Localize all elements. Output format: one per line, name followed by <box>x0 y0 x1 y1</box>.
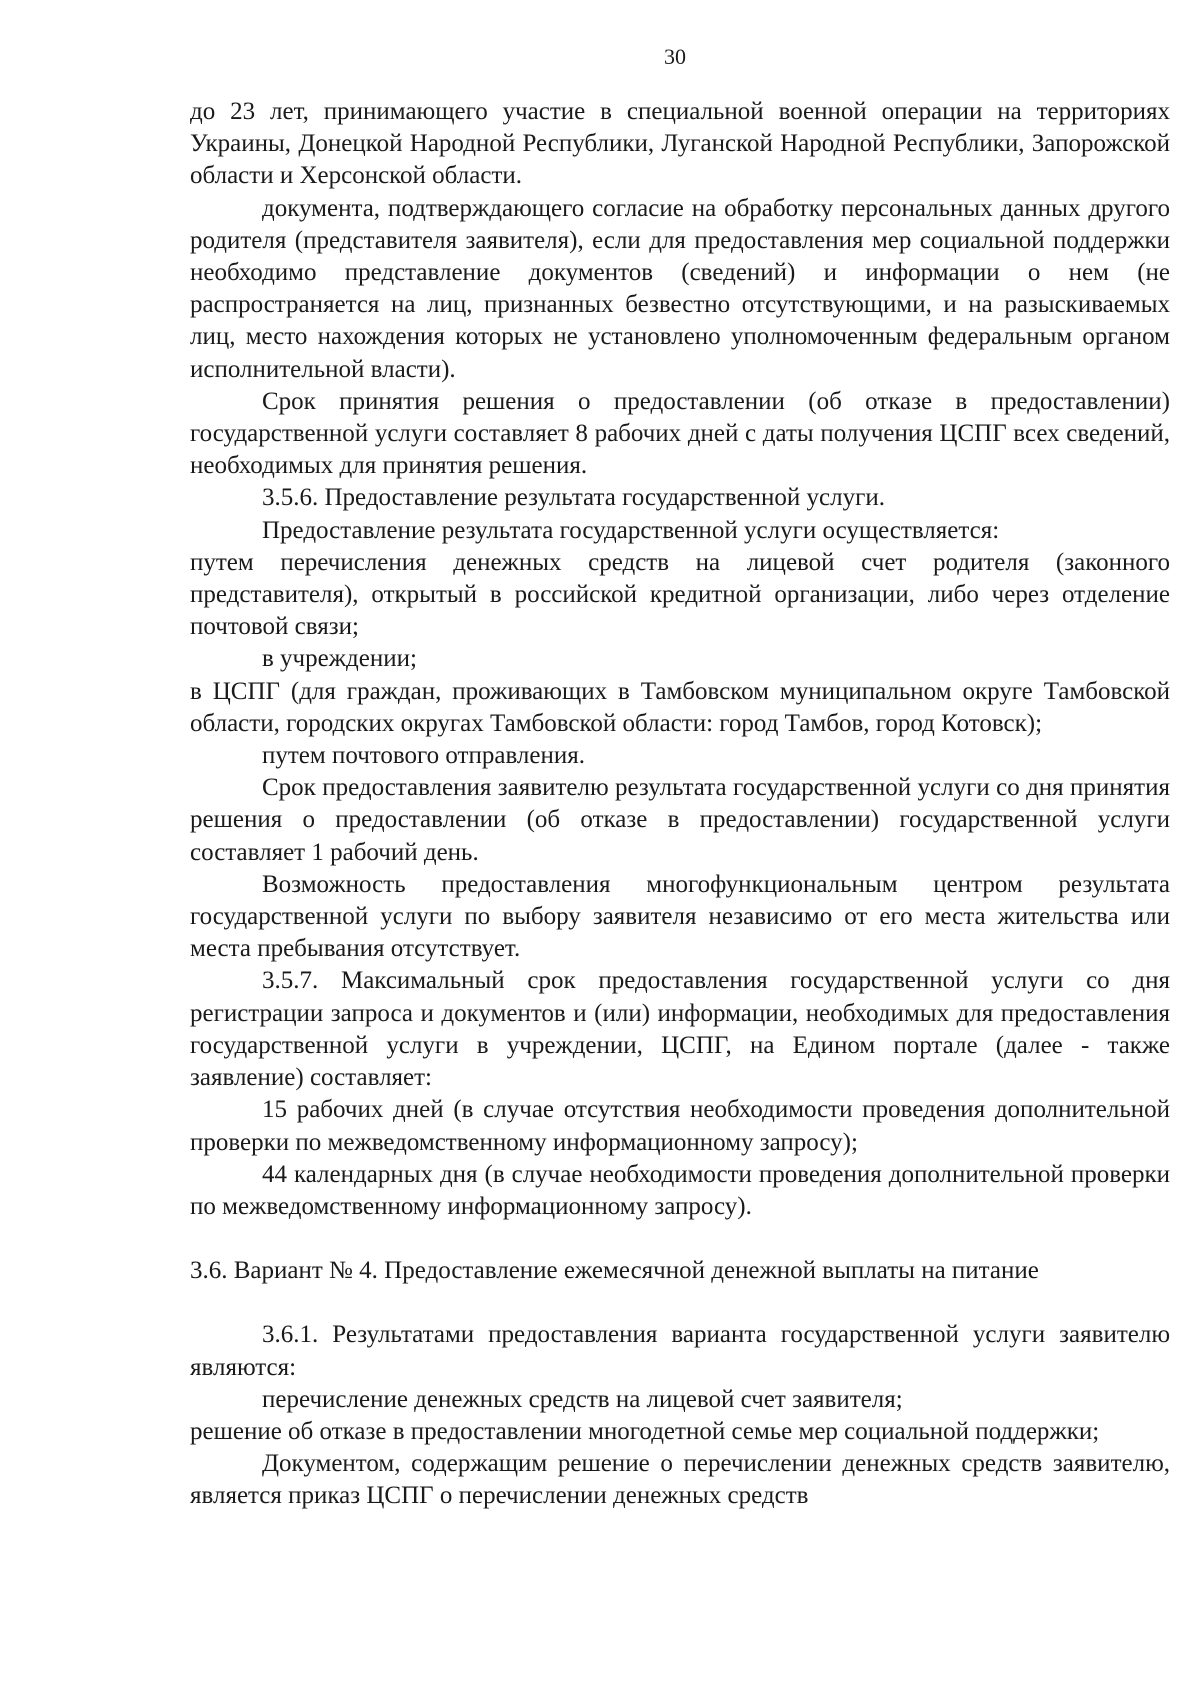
paragraph: 3.6.1. Результатами предоставления варианта государственной услуги заявителю являются: <box>190 1321 1170 1381</box>
list-item: путем почтового отправления. <box>262 742 586 770</box>
list-item: 44 календарных дня (в случае необходимости проведения дополнительной проверки по межведомственному информационному запросу). <box>190 1160 1170 1220</box>
list-item: в учреждении; <box>262 645 417 673</box>
list-item: 15 рабочих дней (в случае отсутствия необходимости проведения дополнительной проверки по межведомственному информационному запросу); <box>190 1096 1170 1156</box>
list-item: перечисление денежных средств на лицевой счет заявителя; <box>262 1385 903 1413</box>
section-heading: 3.6. Вариант № 4. Предоставление ежемесячной денежной выплаты на питание <box>190 1257 1039 1285</box>
paragraph: Документом, содержащим решение о перечислении денежных средств заявителю, является приказ ЦСПГ о перечислении денежных средств <box>190 1450 1170 1510</box>
paragraph: Возможность предоставления многофункциональным центром результата государственной услуги по выбору заявителя независимо от его места жительства или места пребывания отсутствует. <box>190 870 1170 963</box>
subsection-title: 3.5.7. Максимальный срок предоставления государственной услуги со дня регистрации запроса и документов и (или) информации, необходимых для предоставления государственной услуги в учреждении, ЦСПГ, на Едином портале (далее - также заявление) составляет: <box>190 967 1170 1092</box>
document-body <box>190 96 1170 1513</box>
subsection-title: 3.5.6. Предоставление результата государственной услуги. <box>262 484 885 512</box>
list-item: решение об отказе в предоставлении многодетной семье мер социальной поддержки; <box>190 1417 1100 1445</box>
list-item: в ЦСПГ (для граждан, проживающих в Тамбовском муниципальном округе Тамбовской области, городских округах Тамбовской области: город Тамбов, город Котовск); <box>190 677 1170 737</box>
list-item: путем перечисления денежных средств на лицевой счет родителя (законного представителя), открытый в российской кредитной организации, либо через отделение почтовой связи; <box>190 548 1170 641</box>
paragraph: документа, подтверждающего согласие на обработку персональных данных другого родителя (представителя заявителя), если для предоставления мер социальной поддержки необходимо представление документов (сведений) и информации о нем (не распространяется на лиц, признанных безвестно отсутствующими, и на разыскиваемых лиц, место нахождения которых не установлено уполномоченным федеральным органом исполнительной власти). <box>190 194 1170 383</box>
paragraph: Срок предоставления заявителю результата государственной услуги со дня принятия решения о предоставлении (об отказе в предоставлении) государственной услуги составляет 1 рабочий день. <box>190 774 1170 866</box>
paragraph: до 23 лет, принимающего участие в специальной военной операции на территориях Украины, Донецкой Народной Республики, Луганской Народной Республики, Запорожской области и Херсонской области. <box>190 98 1170 190</box>
paragraph: Срок принятия решения о предоставлении (об отказе в предоставлении) государственной услуги составляет 8 рабочих дней с даты получения ЦСПГ всех сведений, необходимых для принятия решения. <box>190 387 1170 480</box>
page-number: 30 <box>664 44 686 69</box>
paragraph: Предоставление результата государственной услуги осуществляется: <box>262 516 1000 544</box>
